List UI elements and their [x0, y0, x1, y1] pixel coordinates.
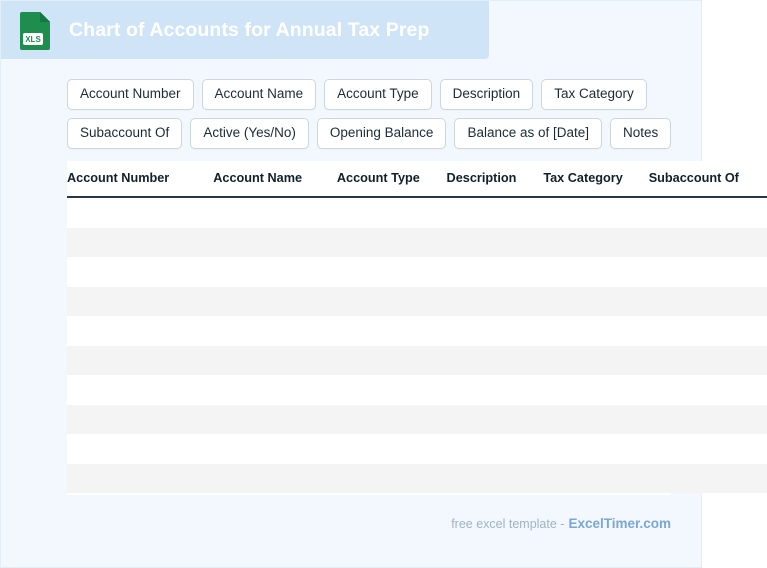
chip-balance-as-of-date[interactable]: Balance as of [Date]	[454, 118, 602, 149]
cell[interactable]	[543, 464, 648, 494]
chip-row-1	[67, 79, 667, 110]
chip-subaccount-of[interactable]: Subaccount Of	[67, 118, 182, 149]
cell[interactable]	[543, 316, 648, 346]
table-header-row	[67, 161, 767, 197]
cell[interactable]	[67, 375, 213, 405]
table-row[interactable]	[67, 316, 767, 346]
cell[interactable]	[447, 464, 544, 494]
footer-credit	[451, 516, 671, 531]
cell[interactable]	[447, 434, 544, 464]
column-header-account-name: Account Name	[213, 161, 337, 197]
table-row[interactable]	[67, 257, 767, 287]
cell[interactable]	[543, 197, 648, 228]
cell[interactable]	[67, 257, 213, 287]
cell[interactable]	[649, 287, 767, 317]
xls-file-icon	[19, 10, 53, 50]
cell[interactable]	[337, 405, 447, 435]
chip-account-number[interactable]: Account Number	[67, 79, 194, 110]
page-header	[1, 1, 489, 59]
table-row[interactable]	[67, 434, 767, 464]
cell[interactable]	[447, 346, 544, 376]
cell[interactable]	[67, 464, 213, 494]
cell[interactable]	[213, 375, 337, 405]
chip-active[interactable]: Active (Yes/No)	[190, 118, 309, 149]
cell[interactable]	[213, 316, 337, 346]
cell[interactable]	[213, 197, 337, 228]
spreadsheet-table	[67, 161, 739, 495]
field-chip-list	[67, 79, 667, 157]
svg-text:XLS: XLS	[25, 35, 41, 44]
cell[interactable]	[337, 228, 447, 258]
table-row[interactable]	[67, 464, 767, 494]
cell[interactable]	[67, 197, 213, 228]
cell[interactable]	[213, 405, 337, 435]
cell[interactable]	[543, 228, 648, 258]
cell[interactable]	[649, 257, 767, 287]
cell[interactable]	[649, 346, 767, 376]
cell[interactable]	[67, 434, 213, 464]
chip-account-type[interactable]: Account Type	[324, 79, 432, 110]
cell[interactable]	[447, 197, 544, 228]
cell[interactable]	[649, 434, 767, 464]
table-row[interactable]	[67, 197, 767, 228]
cell[interactable]	[67, 346, 213, 376]
cell[interactable]	[67, 405, 213, 435]
cell[interactable]	[213, 346, 337, 376]
footer-brand[interactable]: ExcelTimer.com	[568, 516, 671, 531]
table-row[interactable]	[67, 228, 767, 258]
cell[interactable]	[649, 464, 767, 494]
chip-description[interactable]: Description	[440, 79, 534, 110]
cell[interactable]	[649, 316, 767, 346]
table-row[interactable]	[67, 346, 767, 376]
cell[interactable]	[447, 287, 544, 317]
cell[interactable]	[213, 287, 337, 317]
cell[interactable]	[337, 287, 447, 317]
cell[interactable]	[447, 257, 544, 287]
column-header-tax-category: Tax Category	[543, 161, 648, 197]
column-header-account-number: Account Number	[67, 161, 213, 197]
cell[interactable]	[447, 228, 544, 258]
cell[interactable]	[337, 346, 447, 376]
cell[interactable]	[67, 287, 213, 317]
cell[interactable]	[543, 375, 648, 405]
cell[interactable]	[543, 434, 648, 464]
chip-notes[interactable]: Notes	[610, 118, 671, 149]
column-header-description: Description	[447, 161, 544, 197]
cell[interactable]	[337, 464, 447, 494]
cell[interactable]	[543, 287, 648, 317]
table-body	[67, 197, 767, 493]
cell[interactable]	[447, 316, 544, 346]
chip-row-2	[67, 118, 667, 149]
cell[interactable]	[213, 257, 337, 287]
footer-text: free excel template -	[451, 517, 565, 531]
cell[interactable]	[543, 257, 648, 287]
cell[interactable]	[337, 257, 447, 287]
cell[interactable]	[649, 228, 767, 258]
cell[interactable]	[213, 434, 337, 464]
cell[interactable]	[649, 405, 767, 435]
table-row[interactable]	[67, 405, 767, 435]
chip-account-name[interactable]: Account Name	[202, 79, 317, 110]
chip-tax-category[interactable]: Tax Category	[541, 79, 647, 110]
cell[interactable]	[649, 197, 767, 228]
column-header-account-type: Account Type	[337, 161, 447, 197]
cell[interactable]	[337, 375, 447, 405]
cell[interactable]	[337, 434, 447, 464]
chip-opening-balance[interactable]: Opening Balance	[317, 118, 447, 149]
table-row[interactable]	[67, 287, 767, 317]
cell[interactable]	[213, 464, 337, 494]
cell[interactable]	[649, 375, 767, 405]
cell[interactable]	[67, 316, 213, 346]
cell[interactable]	[447, 375, 544, 405]
cell[interactable]	[213, 228, 337, 258]
table-row[interactable]	[67, 375, 767, 405]
page-title: Chart of Accounts for Annual Tax Prep	[69, 18, 430, 41]
cell[interactable]	[337, 197, 447, 228]
cell[interactable]	[447, 405, 544, 435]
cell[interactable]	[337, 316, 447, 346]
cell[interactable]	[543, 405, 648, 435]
cell[interactable]	[543, 346, 648, 376]
column-header-subaccount-of: Subaccount Of	[649, 161, 767, 197]
cell[interactable]	[67, 228, 213, 258]
